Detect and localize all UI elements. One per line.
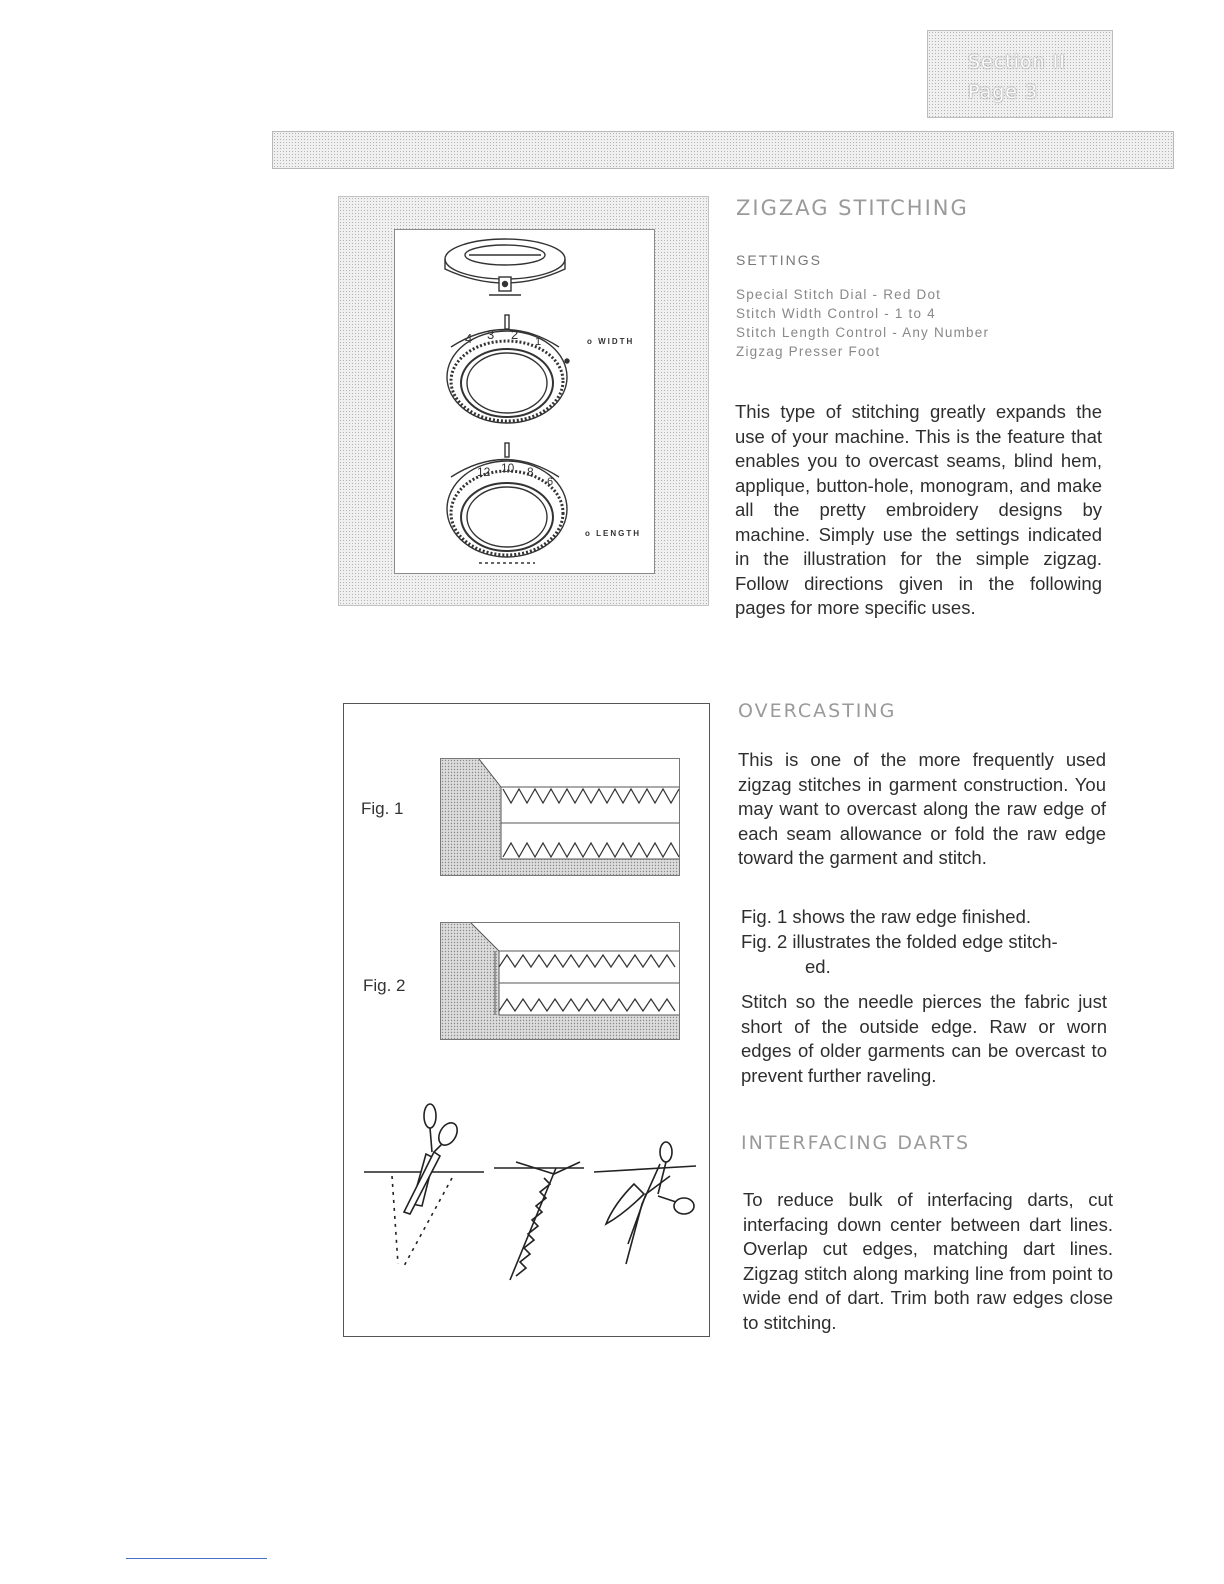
footer-rule bbox=[126, 1558, 267, 1559]
fig2-note: Fig. 2 illustrates the folded edge stitch- bbox=[741, 931, 1058, 952]
fig1-label: Fig. 1 bbox=[361, 799, 404, 818]
setting-stitch-width: Stitch Width Control - 1 to 4 bbox=[736, 306, 936, 321]
width-number-1: 1 bbox=[535, 336, 542, 348]
scissors-trim-icon bbox=[594, 1142, 696, 1264]
length-number-8: 8 bbox=[527, 465, 534, 479]
width-label: o WIDTH bbox=[587, 337, 635, 346]
page-number: Page 3 bbox=[968, 81, 1039, 103]
interfacing-dart-steps bbox=[344, 1094, 709, 1294]
zigzag-body: This type of stitching greatly expands the use of your machine. This is the feature that enables you to overcast seams, blind hem, applique, button-hole, monogram, and make all the pretty embroidery designs by machine. Simply use the settings indicated in the illustration for the simple zigzag. Follow directions given in the following pages for more specific uses. bbox=[735, 401, 1102, 618]
settings-list bbox=[736, 285, 989, 361]
width-number-2: 2 bbox=[511, 327, 519, 342]
settings-label: SETTINGS bbox=[736, 252, 823, 268]
header-bar bbox=[272, 131, 1174, 169]
section-tab bbox=[927, 30, 1113, 118]
overcasting-body: This is one of the more frequently used zigzag stitches in garment construction. You may want to overcast along the raw edge of each seam allowance or fold the raw edge toward the garment and stitch. bbox=[738, 749, 1106, 868]
setting-stitch-length: Stitch Length Control - Any Number bbox=[736, 325, 990, 340]
dart-zigzag-icon bbox=[494, 1162, 584, 1280]
scissors-icon bbox=[364, 1104, 484, 1266]
fig1-note: Fig. 1 shows the raw edge finished. bbox=[741, 906, 1031, 927]
overcasting-body-2: Stitch so the needle pierces the fabric just short of the outside edge. Raw or worn edges of older garments can be overcast to prevent further raveling. bbox=[741, 991, 1107, 1086]
fig2-label: Fig. 2 bbox=[363, 976, 406, 995]
interfacing-body: To reduce bulk of interfacing darts, cut interfacing down center between dart lines. Overlap cut edges, matching dart lines. Zigzag stitch along marking line from point to wide end of dart. Trim both raw edges close to stitching. bbox=[743, 1189, 1113, 1333]
fig2-note-cont: ed. bbox=[805, 956, 831, 977]
dial-drawing bbox=[339, 197, 710, 607]
dial-illustration bbox=[338, 196, 709, 606]
fig2-fabric bbox=[440, 922, 680, 1040]
length-number-6: 6 bbox=[547, 476, 554, 488]
setting-presser-foot: Zigzag Presser Foot bbox=[736, 344, 881, 359]
special-stitch-dial-icon bbox=[445, 239, 565, 295]
section-number: Section II bbox=[968, 51, 1066, 73]
length-number-10: 10 bbox=[501, 461, 515, 475]
interfacing-title: INTERFACING DARTS bbox=[741, 1132, 971, 1154]
overcasting-title: OVERCASTING bbox=[738, 700, 897, 722]
length-label: o LENGTH bbox=[585, 529, 641, 538]
width-number-4: 4 bbox=[465, 331, 473, 346]
width-number-3: 3 bbox=[487, 327, 495, 342]
zigzag-title: ZIGZAG STITCHING bbox=[736, 196, 969, 220]
setting-special-stitch-dial: Special Stitch Dial - Red Dot bbox=[736, 287, 942, 302]
fig1-fabric bbox=[440, 758, 680, 876]
overcasting-illustration bbox=[343, 703, 710, 1337]
length-number-12: 12 bbox=[477, 465, 491, 479]
